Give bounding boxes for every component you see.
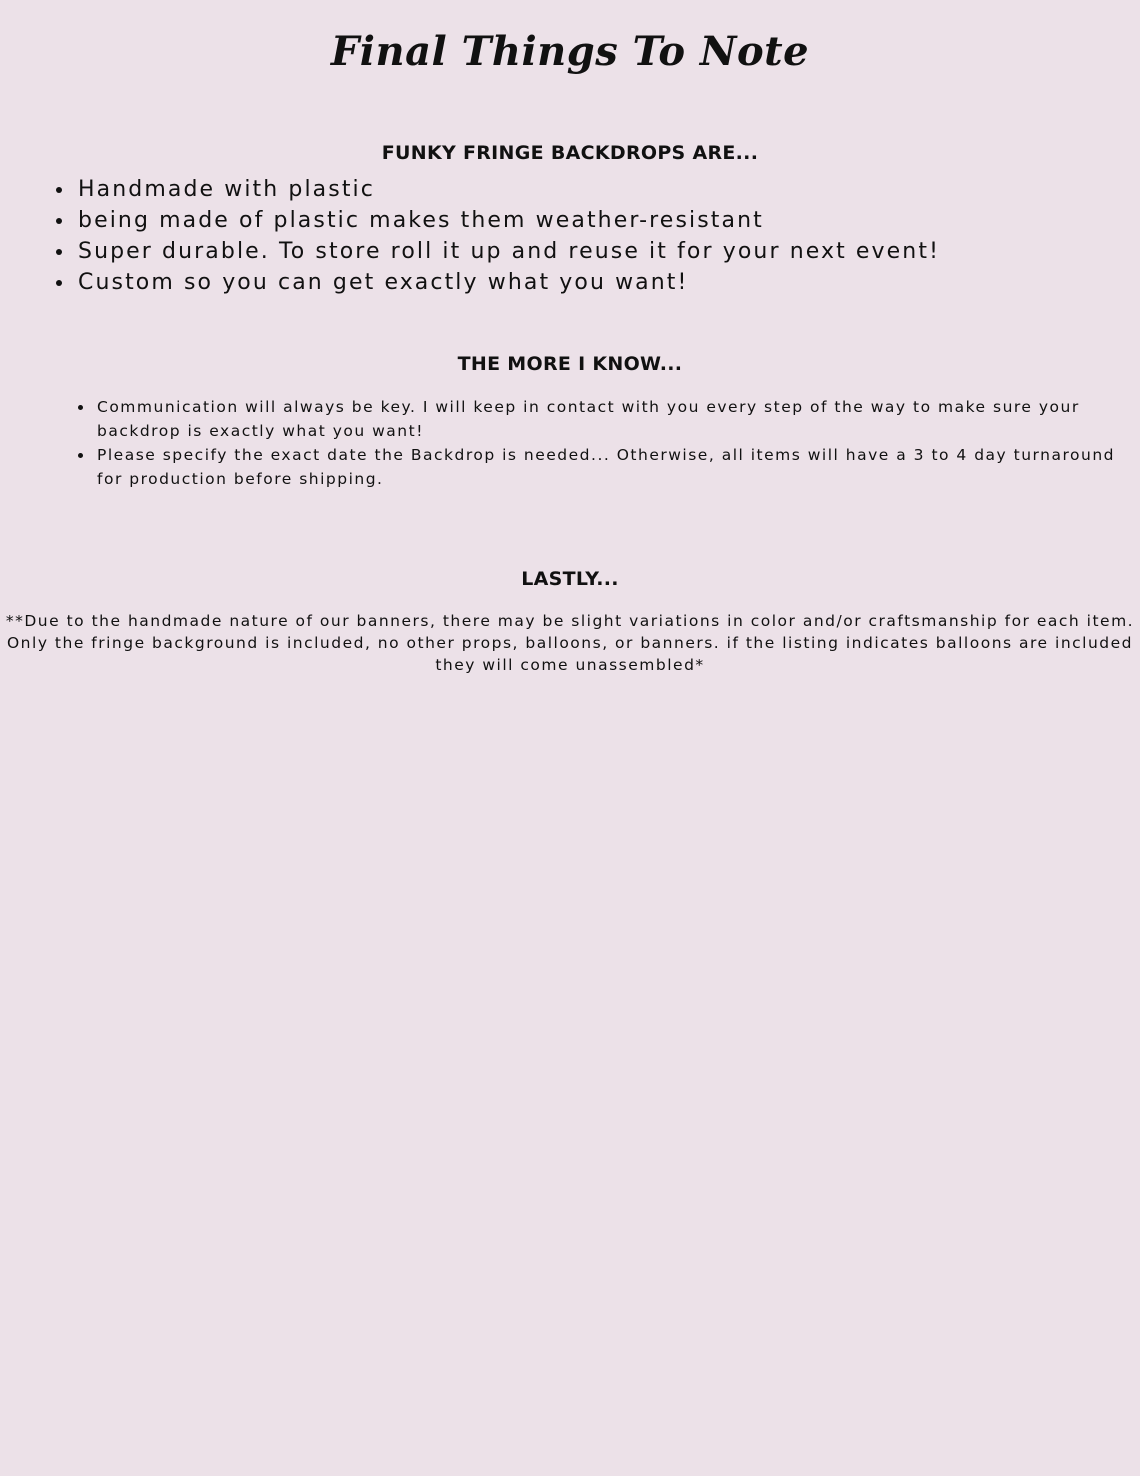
list-item: being made of plastic makes them weather-resistant: [56, 205, 1136, 236]
section-heading-backdrops: FUNKY FRINGE BACKDROPS ARE...: [381, 142, 759, 164]
disclaimer-note: **Due to the handmade nature of our banners, there may be slight variations in color and/or craftsmanship for each item. Only the fringe background is included, no other props, balloons, or banners. if the listing indicates balloons are included they will come unassembled*: [5, 612, 1135, 674]
list-item: Super durable. To store roll it up and reuse it for your next event!: [56, 236, 1136, 267]
list-item: Communication will always be key. I will keep in contact with you every step of the way to make sure your backdrop is exactly what you want!: [78, 395, 1138, 443]
backdrop-features-list: [56, 174, 1136, 298]
communication-list: [78, 395, 1138, 491]
section-heading-more-i-know: THE MORE I KNOW...: [457, 353, 683, 375]
list-item: Please specify the exact date the Backdrop is needed... Otherwise, all items will have a 3 to 4 day turnaround for production before shipping.: [78, 443, 1138, 491]
page-title: Final Things To Note: [330, 28, 810, 75]
list-item: Handmade with plastic: [56, 174, 1136, 205]
list-item: Custom so you can get exactly what you want!: [56, 267, 1136, 298]
section-heading-lastly: LASTLY...: [521, 568, 619, 590]
